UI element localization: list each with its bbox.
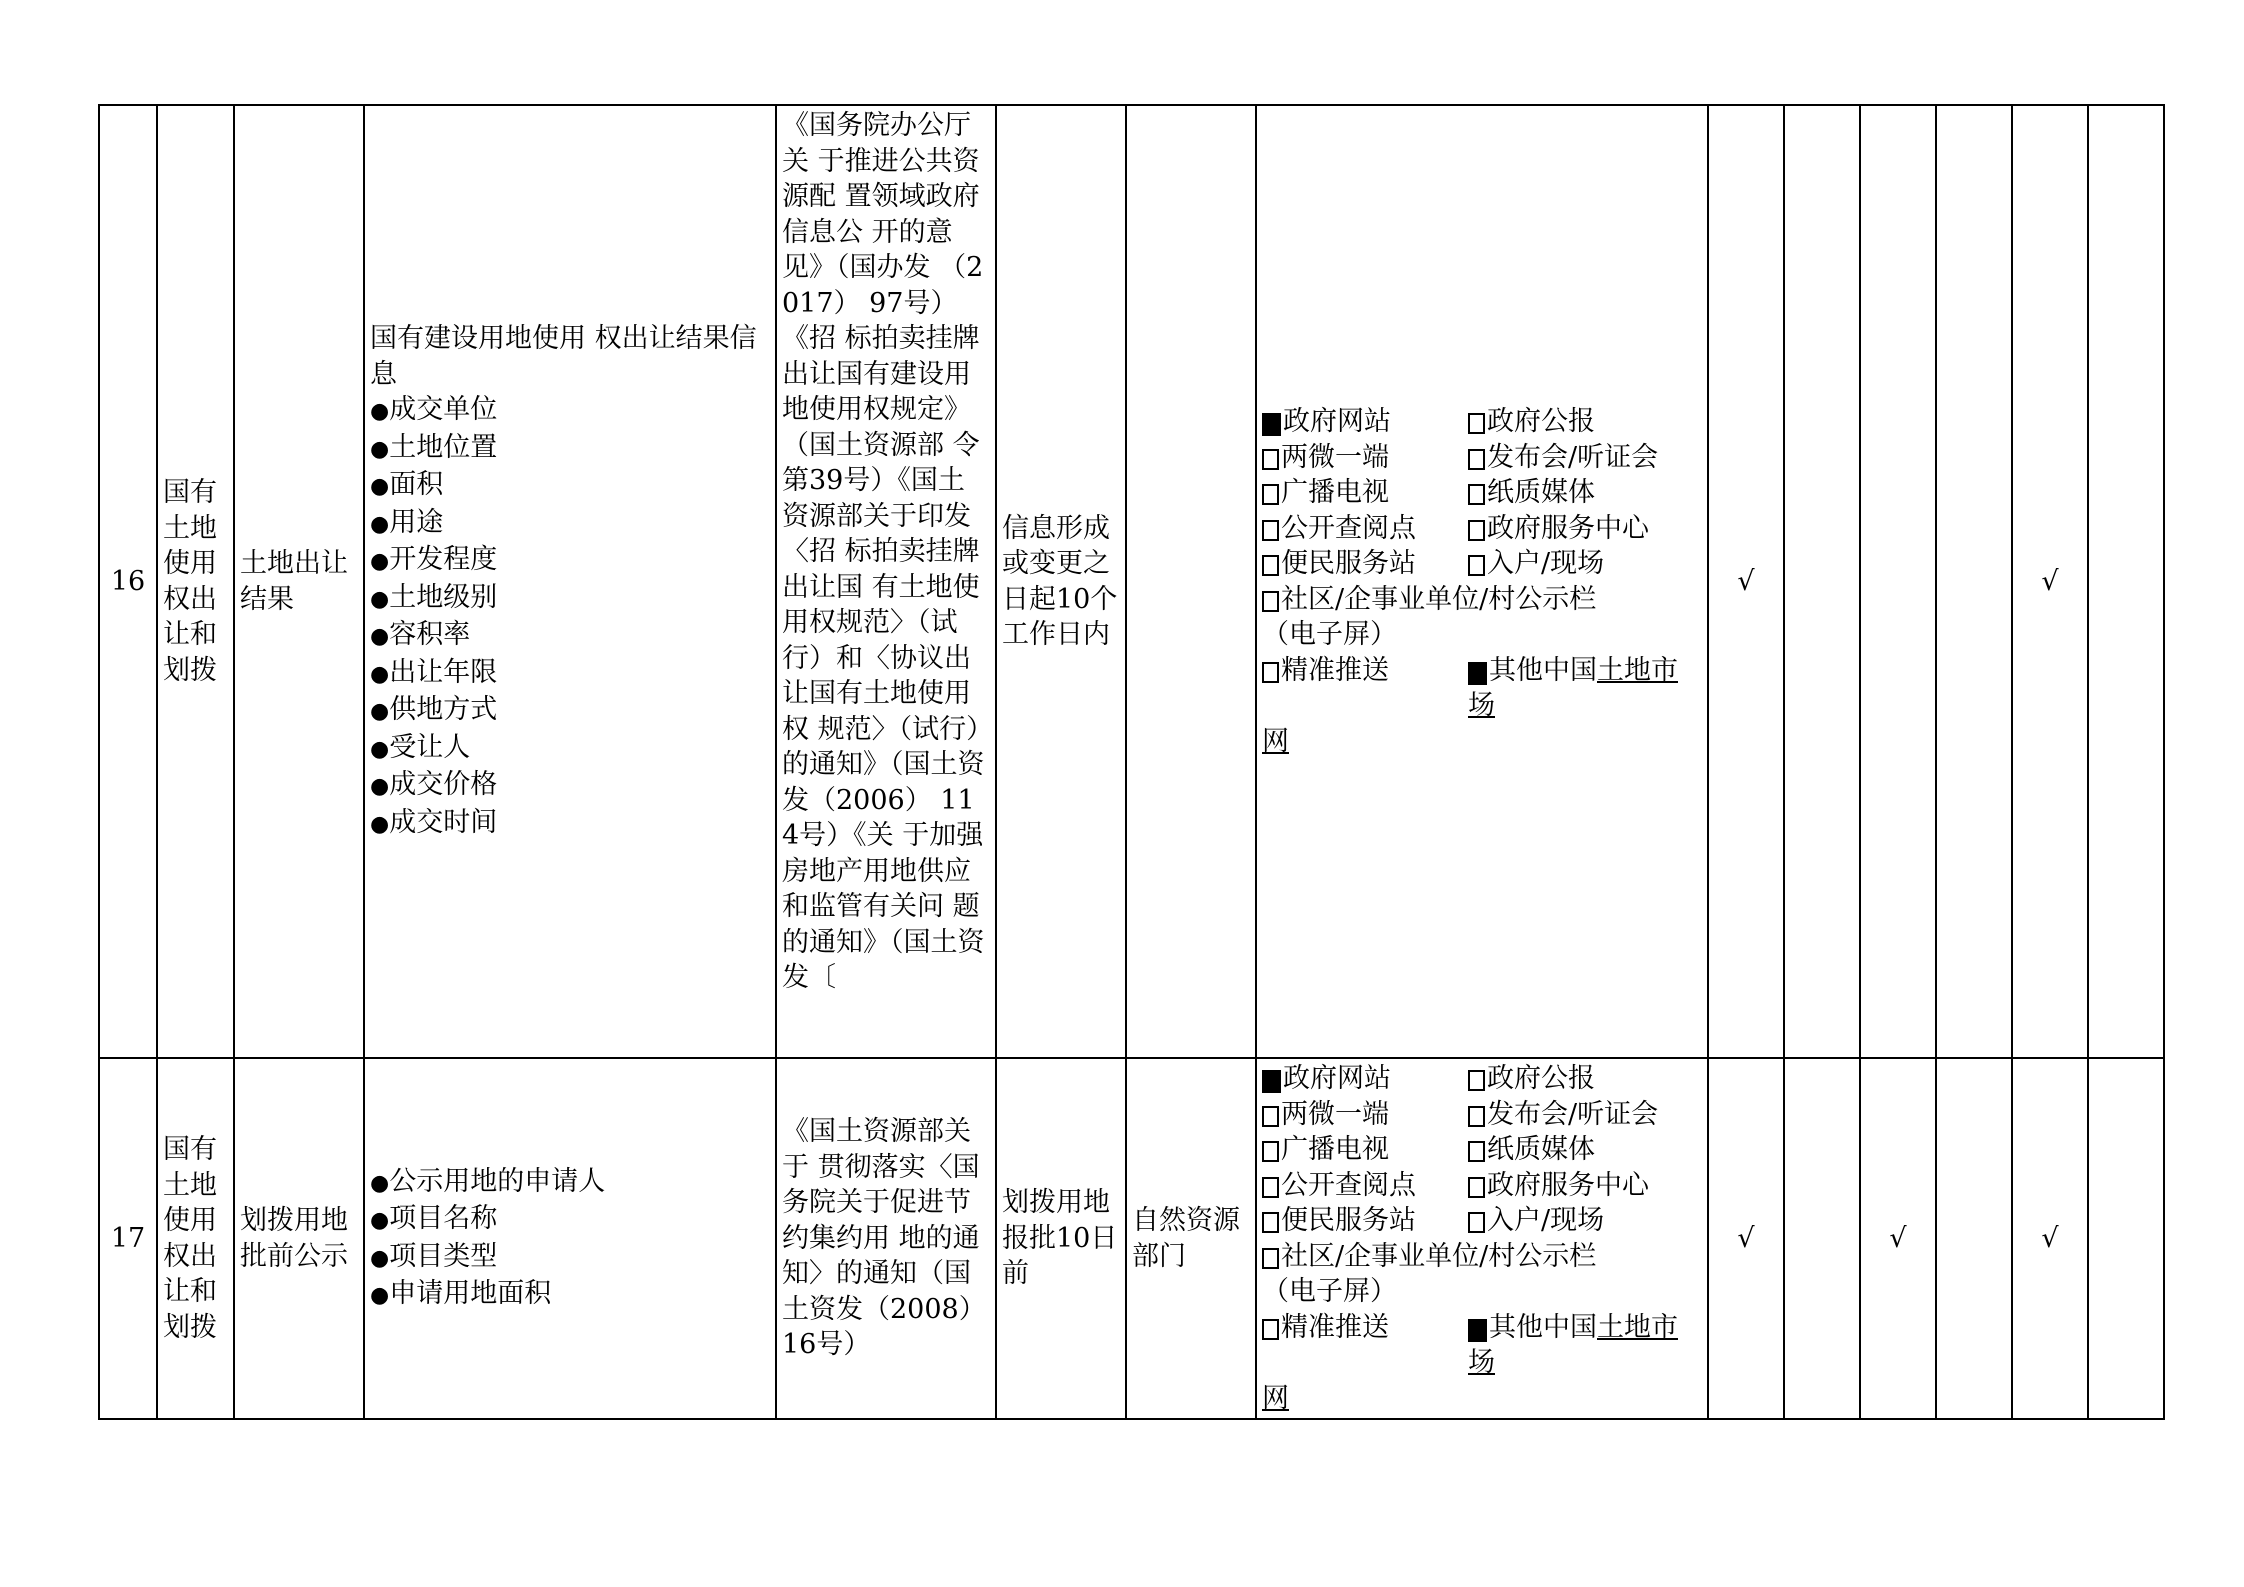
channel-option: 精准推送 [1262,1310,1468,1381]
check-cell [1860,105,1936,1058]
check-cell: √ [2012,1058,2088,1419]
channel-list [1262,404,1702,759]
checkbox-empty-icon [1262,1248,1279,1269]
list-item: ●容积率 [370,619,471,650]
checkbox-empty-icon [1262,1141,1279,1162]
timing-cell: 划拨用地报批10日前 [996,1058,1126,1419]
channels-cell [1256,1058,1708,1419]
basis-cell [776,1058,996,1419]
channel-option: 政府公报 [1468,404,1702,440]
basis-cell [776,105,996,1058]
channel-option: 纸质媒体 [1468,475,1702,511]
channel-option: 便民服务站 [1262,1203,1468,1239]
bullet-icon: ● [370,586,390,612]
channel-option: 政府网站 [1262,404,1468,440]
list-item: ●用途 [370,506,444,538]
basis-text: 《国土资源部关于 贯彻落实〈国务院关于促进节约集约用 地的通知〉的通知（国土资发（2008）16号） [782,1116,986,1361]
channel-option: 政府网站 [1262,1061,1468,1097]
department-cell [1126,105,1256,1058]
bullet-icon: ● [370,1170,390,1196]
bullet-icon: ● [370,436,390,462]
channel-option: 公开查阅点 [1262,1168,1468,1204]
bullet-icon: ● [370,661,390,687]
list-item: ●申请用地面积 [370,1278,552,1309]
channel-option: 广播电视 [1262,1132,1468,1168]
channel-option: 发布会/听证会 [1468,440,1702,476]
channel-option: 精准推送 [1262,653,1468,724]
channel-option: 发布会/听证会 [1468,1097,1702,1133]
list-item: ●项目类型 [370,1240,498,1272]
checkbox-checked-icon [1468,662,1487,685]
checkbox-empty-icon [1262,662,1279,683]
bullet-icon: ● [370,399,390,424]
list-item: ●成交时间 [370,806,498,838]
check-cell [1936,105,2012,1058]
category-cell: 国有土地使用权出让和划拨 [157,1058,234,1419]
channel-option: 广播电视 [1262,475,1468,511]
row-number: 16 [99,105,157,1058]
check-cell: √ [1708,105,1784,1058]
checkbox-checked-icon [1262,1070,1281,1093]
bullet-icon: ● [370,511,390,537]
bullet-icon: ● [370,624,390,649]
checkbox-empty-icon [1262,1106,1279,1127]
content-title: 国有建设用地使用 权出让结果信息 [370,323,757,390]
bullet-icon: ● [370,1245,390,1271]
checkbox-empty-icon [1468,1141,1485,1162]
bullet-icon: ● [370,774,390,799]
bullet-icon: ● [370,1208,390,1233]
channel-list [1262,1061,1702,1416]
channel-option: 入户/现场 [1468,1203,1702,1239]
bullet-icon: ● [370,549,390,574]
channel-option: 政府服务中心 [1468,511,1702,547]
list-item: ●公示用地的申请人 [370,1165,606,1197]
channel-option: 两微一端 [1262,440,1468,476]
list-item: ●项目名称 [370,1203,498,1234]
category-cell: 国有土地使用权出让和划拨 [157,105,234,1058]
checkbox-empty-icon [1262,449,1279,470]
channel-option: 政府服务中心 [1468,1168,1702,1204]
check-cell [1936,1058,2012,1419]
list-item: ●面积 [370,469,444,500]
list-item: ●土地级别 [370,581,498,613]
list-item: ●成交价格 [370,769,498,800]
content-cell [364,105,776,1058]
basis-text: 《国务院办公厅关 于推进公共资源配 置领域政府信息公 开的意见》（国办发 （2017） 97号）《招 标拍卖挂牌出让国有建设用地使用权规定》（国土资源部 令第39号）《国土 资源部关于印发〈招 标拍卖挂牌出让国 有土地使用权规范〉（试行）和〈协议出 让国有土地使用权 规范〉（试行）的通知》（国土资发（2006） 114号）《关 于加强房地产用地供应和监管有关问 题的通知》（国土资 发〔 [782,110,985,993]
check-cell [2088,105,2164,1058]
check-cell: √ [1708,1058,1784,1419]
check-cell: √ [2012,105,2088,1058]
bullet-icon: ● [370,699,390,724]
checkbox-empty-icon [1468,1177,1485,1198]
checkbox-empty-icon [1468,449,1485,470]
list-item: ●土地位置 [370,431,498,463]
check-cell: √ [1860,1058,1936,1419]
checkbox-empty-icon [1468,1106,1485,1127]
checkbox-empty-icon [1262,1319,1279,1340]
channel-option: 入户/现场 [1468,546,1702,582]
checkbox-empty-icon [1468,1070,1485,1091]
checkbox-empty-icon [1262,555,1279,576]
channel-option: 社区/企事业单位/村公示栏 [1262,1239,1702,1275]
channel-option-other-suffix: 网 [1262,1382,1289,1414]
channel-option-other: 其他中国土地市场 [1468,654,1678,721]
channel-option-suffix: （电子屏） [1262,1276,1397,1307]
bullet-icon: ● [370,811,390,837]
channel-option: 公开查阅点 [1262,511,1468,547]
channel-option: 两微一端 [1262,1097,1468,1133]
checkbox-checked-icon [1262,413,1281,436]
table-row [99,105,2164,1058]
channel-option: 纸质媒体 [1468,1132,1702,1168]
item-cell: 划拨用地批前公示 [234,1058,364,1419]
checkbox-empty-icon [1262,591,1279,612]
checkbox-empty-icon [1262,1177,1279,1198]
check-cell [2088,1058,2164,1419]
checkbox-empty-icon [1262,1212,1279,1233]
checkbox-empty-icon [1468,413,1485,434]
list-item: ●供地方式 [370,694,498,725]
checkbox-checked-icon [1468,1319,1487,1342]
channel-option-other: 其他中国土地市场 [1468,1311,1678,1378]
checkbox-empty-icon [1262,520,1279,541]
bullet-icon: ● [370,736,390,762]
channel-option: 便民服务站 [1262,546,1468,582]
department-cell: 自然资源部门 [1126,1058,1256,1419]
checkbox-empty-icon [1468,484,1485,505]
checkbox-empty-icon [1468,555,1485,576]
list-item: ●受让人 [370,731,471,763]
timing-cell: 信息形成或变更之日起10个工作日内 [996,105,1126,1058]
list-item: ●开发程度 [370,544,498,575]
check-cell [1784,105,1860,1058]
list-item: ●出让年限 [370,656,498,688]
content-cell [364,1058,776,1419]
item-cell: 土地出让结果 [234,105,364,1058]
checkbox-empty-icon [1468,1212,1485,1233]
row-number: 17 [99,1058,157,1419]
channel-option: 政府公报 [1468,1061,1702,1097]
channel-option: 社区/企事业单位/村公示栏 [1262,582,1702,618]
check-cell [1784,1058,1860,1419]
channel-option-other-suffix: 网 [1262,725,1289,757]
checkbox-empty-icon [1262,484,1279,505]
bullet-icon: ● [370,474,390,499]
disclosure-table [98,104,2165,1420]
channels-cell [1256,105,1708,1058]
list-item: ●成交单位 [370,394,498,425]
bullet-icon: ● [370,1283,390,1308]
checkbox-empty-icon [1468,520,1485,541]
table-row [99,1058,2164,1419]
channel-option-suffix: （电子屏） [1262,619,1397,650]
